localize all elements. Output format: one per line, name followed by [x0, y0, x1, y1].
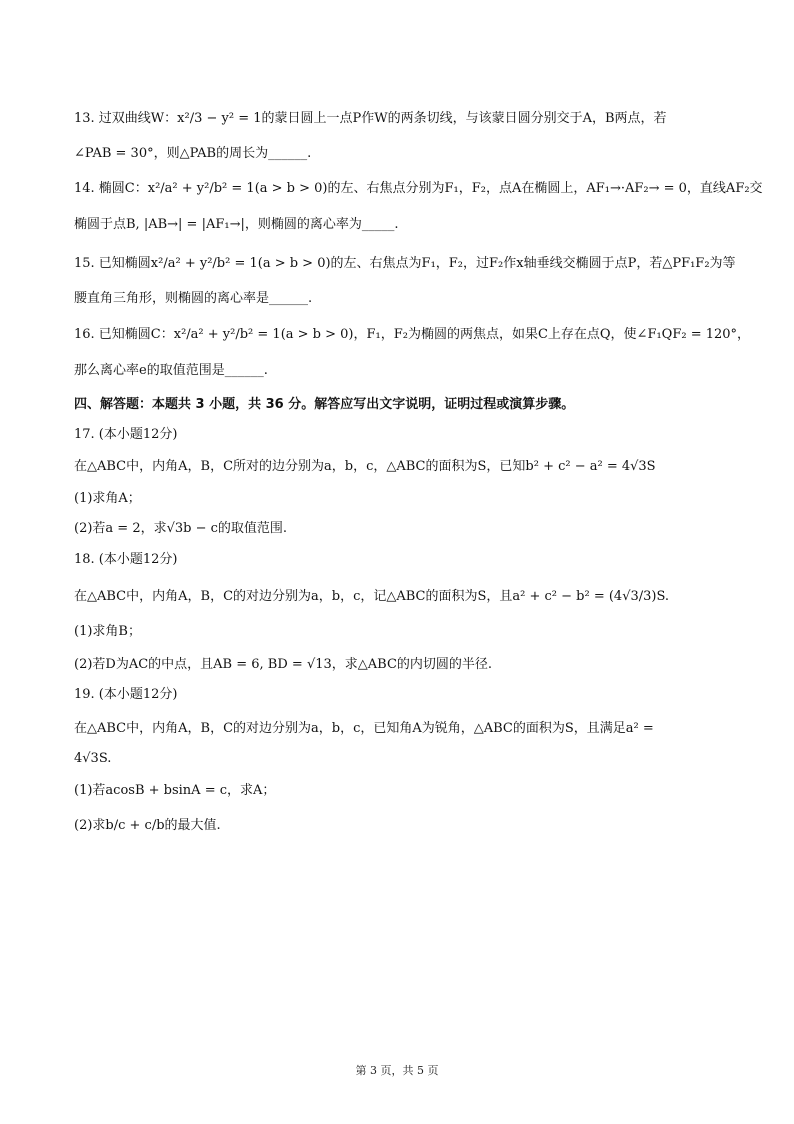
- q15-line-1: 15. 已知椭圆x²/a² + y²/b² = 1(a > b > 0)的左、右焦点为F₁，F₂，过F₂作x轴垂线交椭圆于点P，若△PF₁F₂为等: [74, 256, 736, 271]
- q17-part-2: (2)若a = 2，求√3b − c的取值范围.: [74, 521, 288, 536]
- section-heading: 四、解答题：本题共 3 小题，共 36 分。解答应写出文字说明，证明过程或演算步骤。: [74, 397, 575, 412]
- q17-part-1: (1)求角A；: [74, 491, 141, 506]
- q13-line-1: 13. 过双曲线W：x²/3 − y² = 1的蒙日圆上一点P作W的两条切线，与该蒙日圆分别交于A，B两点，若: [74, 111, 667, 126]
- q18-header: 18. (本小题12分): [74, 552, 178, 567]
- q16-line-1: 16. 已知椭圆C：x²/a² + y²/b² = 1(a > b > 0)，F₁，F₂为椭圆的两焦点，如果C上存在点Q，使∠F₁QF₂ = 120°，: [74, 327, 751, 342]
- q19-stem-1: 在△ABC中，内角A，B，C的对边分别为a，b，c，已知角A为锐角，△ABC的面积为S，且满足a² =: [74, 721, 654, 736]
- q19-part-1: (1)若acosB + bsinA = c，求A；: [74, 783, 276, 798]
- q18-part-2: (2)若D为AC的中点，且AB = 6, BD = √13，求△ABC的内切圆的半径.: [74, 657, 493, 672]
- q16-line-2: 那么离心率e的取值范围是______.: [74, 363, 268, 378]
- q18-stem: 在△ABC中，内角A，B，C的对边分别为a，b，c，记△ABC的面积为S，且a² + c² − b² = (4√3/3)S.: [74, 589, 670, 604]
- q19-header: 19. (本小题12分): [74, 687, 178, 702]
- q14-line-1: 14. 椭圆C：x²/a² + y²/b² = 1(a > b > 0)的左、右焦点分别为F₁，F₂，点A在椭圆上，AF₁→·AF₂→ = 0，直线AF₂交: [74, 181, 763, 196]
- q19-part-2: (2)求b/c + c/b的最大值.: [74, 818, 221, 833]
- q17-stem: 在△ABC中，内角A，B，C所对的边分别为a，b，c，△ABC的面积为S，已知b² + c² − a² = 4√3S: [74, 459, 656, 474]
- page-footer: 第 3 页，共 5 页: [355, 1064, 439, 1077]
- q19-stem-2: 4√3S.: [74, 751, 112, 766]
- q13-line-2: ∠PAB = 30°，则△PAB的周长为______.: [74, 146, 312, 161]
- q15-line-2: 腰直角三角形，则椭圆的离心率是______.: [74, 291, 313, 306]
- q17-header: 17. (本小题12分): [74, 427, 178, 442]
- q18-part-1: (1)求角B；: [74, 624, 141, 639]
- q14-line-2: 椭圆于点B, |AB→| = |AF₁→|，则椭圆的离心率为_____.: [74, 217, 399, 232]
